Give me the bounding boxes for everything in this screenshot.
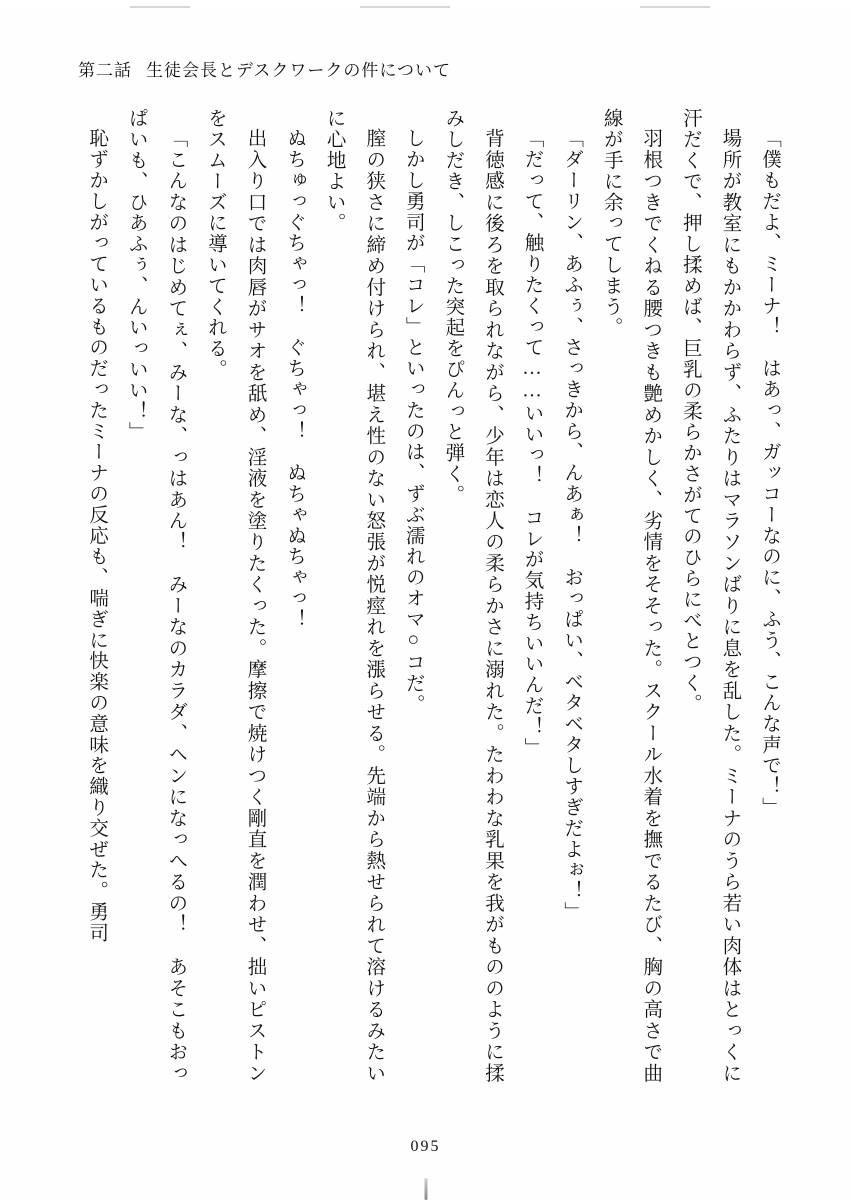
chapter-title: 生徒会長とデスクワークの件について xyxy=(146,61,451,80)
paragraph: 羽根つきでくねる腰つきも艶めかしく、劣情をそそった。スクール水着を撫でるたび、胸の高さで曲線が手に余ってしまう。 xyxy=(600,108,662,1083)
scan-speck xyxy=(360,6,450,8)
paragraph: 背徳感に後ろを取られながら、少年は恋人の柔らかさに溺れた。たわわな乳果を我がもののように揉みしだき、しこった突起をぴんっと弾く。 xyxy=(442,108,503,1083)
paragraph: ぬちゅっぐちゃっ！ ぐちゃっ！ ぬちゃぬちゃっ！ xyxy=(284,127,306,630)
spine-mark xyxy=(424,1178,427,1200)
paragraph: 「こんなのはじめてぇ、みーな、っはあん！ みーなのカラダ、ヘンになっへるの！ あそこもおっぱいも、ひあふぅ、んいっいい！」 xyxy=(125,108,187,1083)
chapter-number: 第二話 xyxy=(78,61,132,80)
paragraph: 「だって、触りたくって……いいっ！ コレが気持ちいいんだ！」 xyxy=(521,127,543,758)
paragraph: 出入り口では肉唇がサオを舐め、淫液を塗りたくった。摩擦で焼けつく剛直を潤わせ、拙いピストンをスムーズに導いてくれる。 xyxy=(204,108,266,1083)
paragraph: しかし勇司が「コレ」といったのは、ずぶ濡れのオマ○コだ。 xyxy=(402,127,424,715)
paragraph: 「僕もだよ、ミーナ！ はあっ、ガッコーなのに、ふう、こんな声で！」 xyxy=(759,127,780,818)
scan-speck xyxy=(130,6,190,8)
paragraph: 恥ずかしがっているものだったミーナの反応も、喘ぎに快楽の意味を織り交ぜた。勇司 xyxy=(86,127,108,943)
page-number: 095 xyxy=(410,1138,441,1155)
chapter-header xyxy=(78,56,451,81)
paragraph: 膣の狭さに締め付けられ、堪え性のない怒張が悦痙れを漲らせる。先端から熱せられて溶けるみたいに心地よい。 xyxy=(323,108,385,1083)
paragraph: 場所が教室にもかかわらず、ふたりはマラソンばりに息を乱した。ミーナのうら若い肉体はとっくに汗だくで、押し揉めば、巨乳の柔らかさがてのひらにべとつく。 xyxy=(679,108,741,1083)
scan-speck xyxy=(640,6,710,8)
paragraph: 「ダーリン、あふぅ、さっきから、んあぁ！ おっぱい、ベタベタしすぎだよぉ！」 xyxy=(561,127,583,922)
scan-top-edge xyxy=(0,0,851,10)
page-body-text xyxy=(86,108,789,1083)
